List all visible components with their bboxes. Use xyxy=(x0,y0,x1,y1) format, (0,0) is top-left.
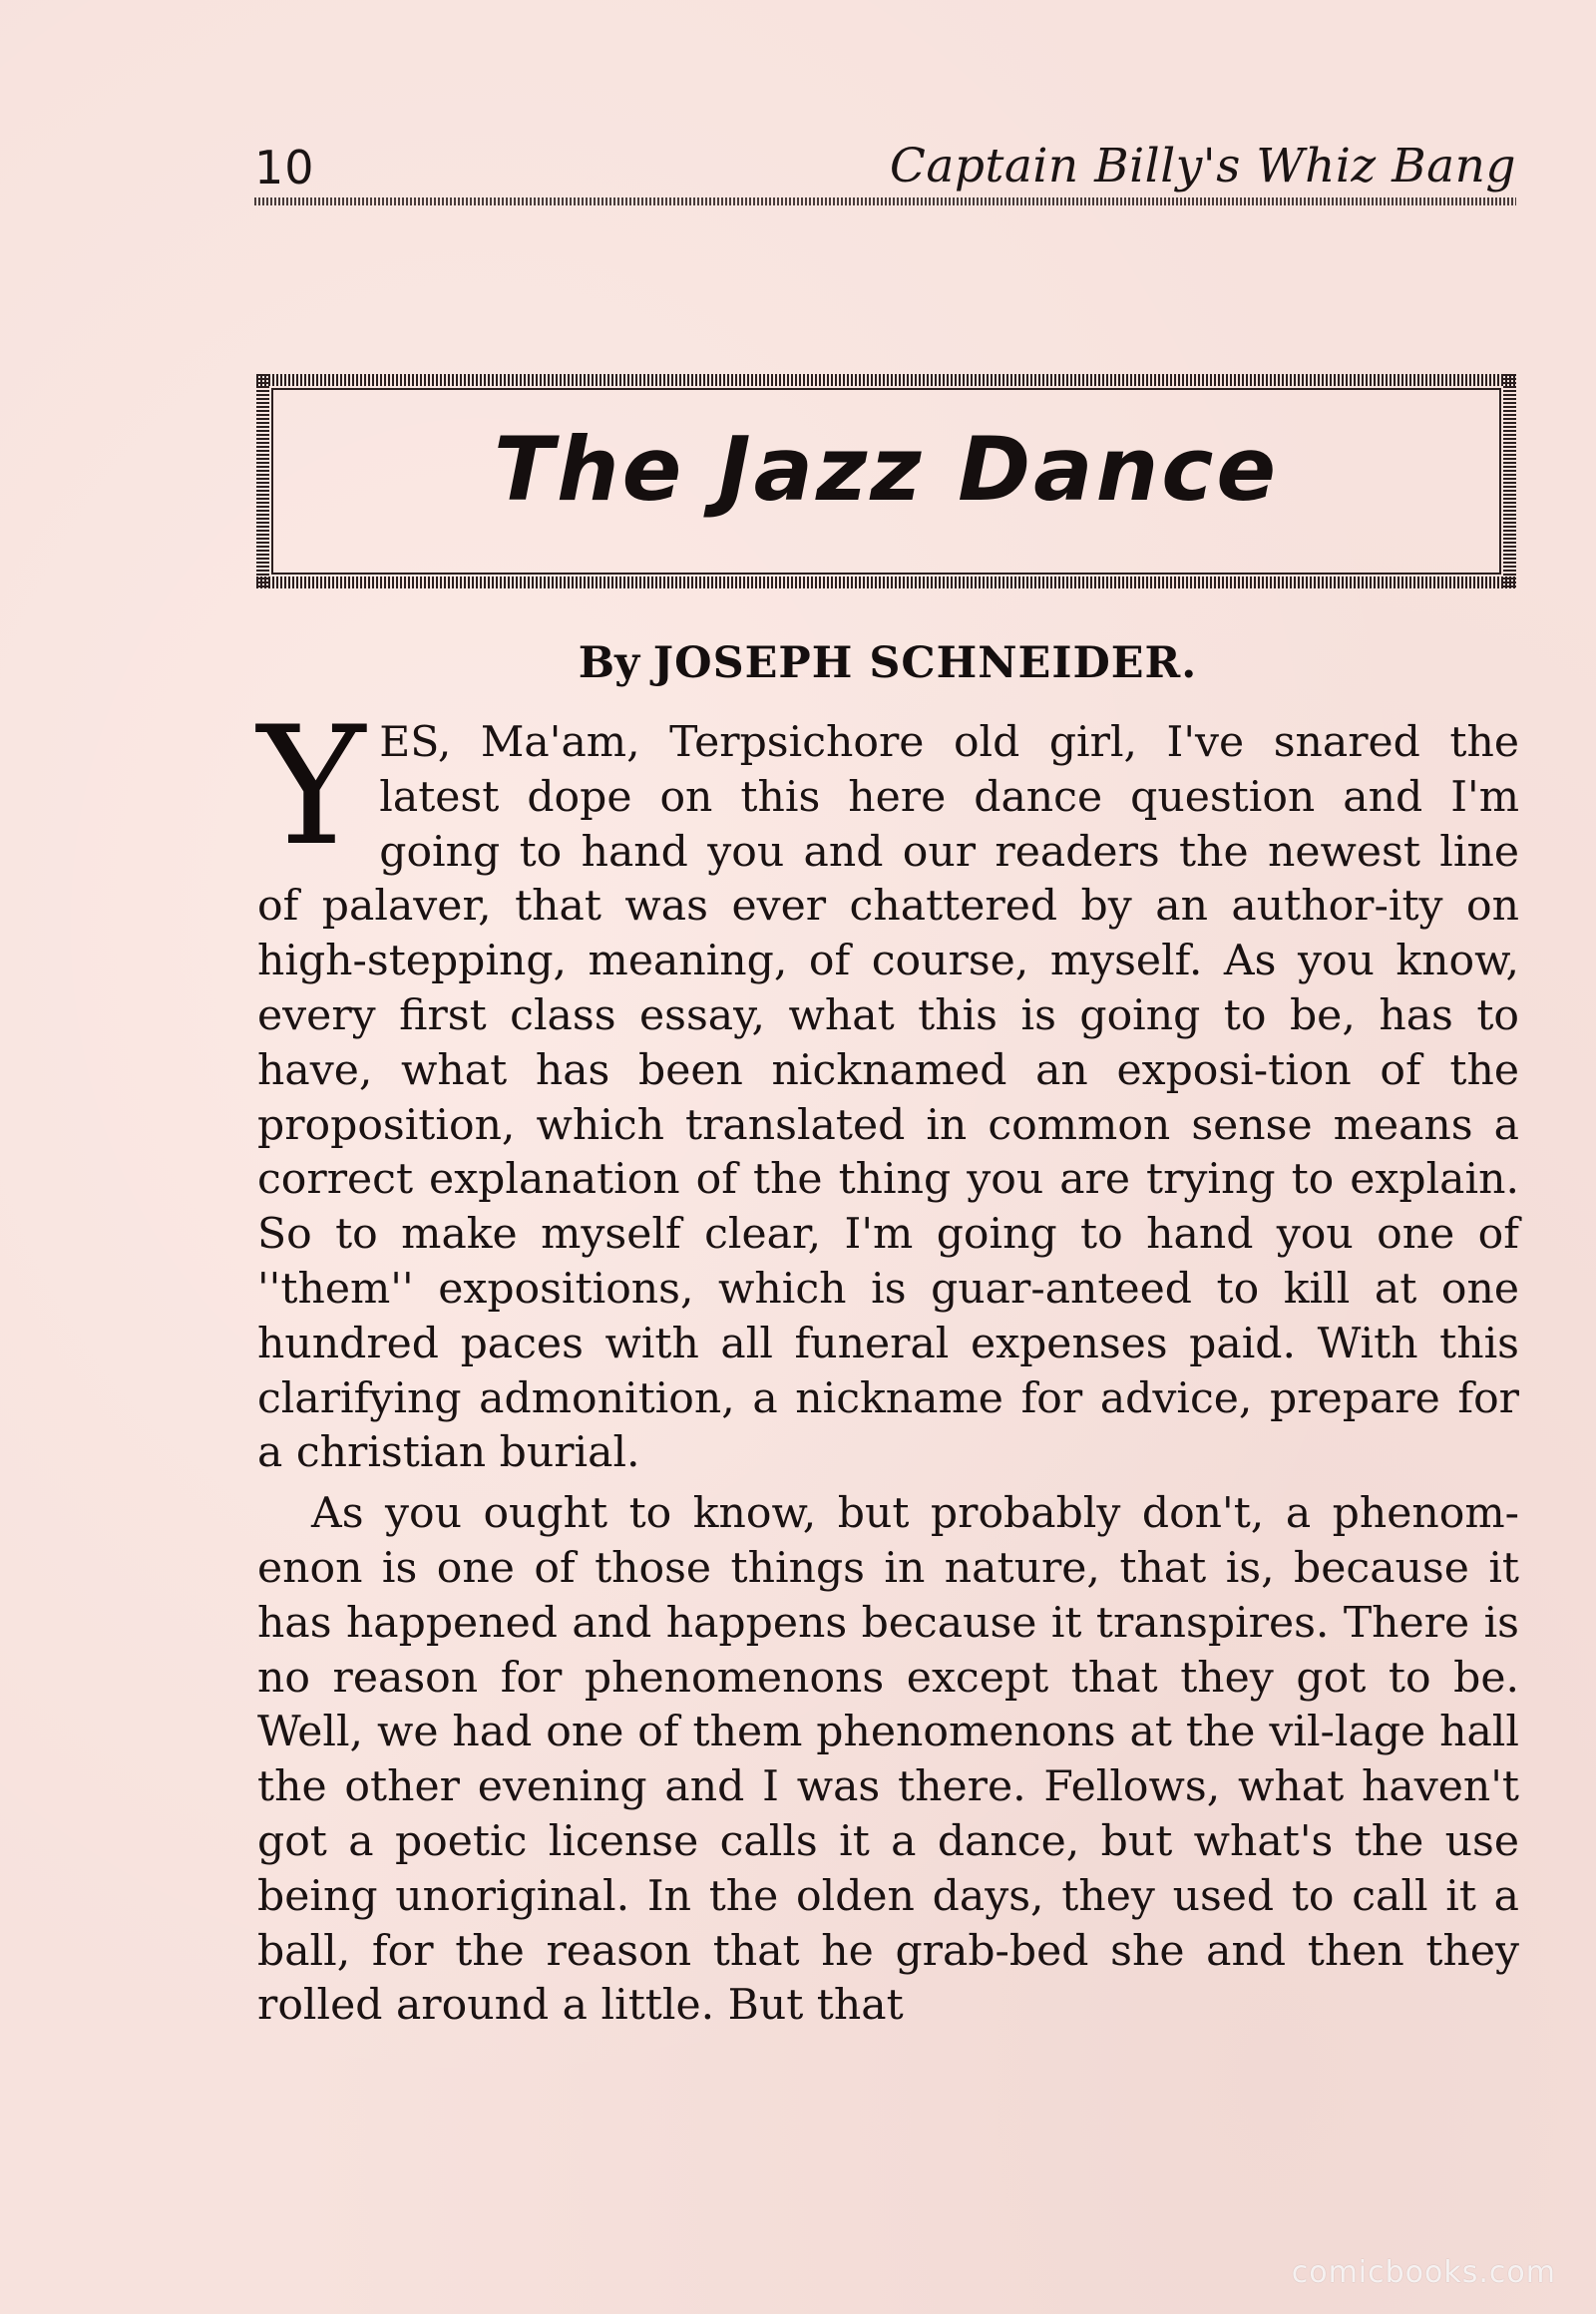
byline-prefix: By xyxy=(578,638,640,688)
drop-cap: Y xyxy=(257,691,366,882)
title-box xyxy=(256,374,1516,588)
watermark: comicbooks.com xyxy=(1291,2255,1556,2290)
author-name: JOSEPH SCHNEIDER. xyxy=(652,638,1198,688)
title-box-border-top xyxy=(256,374,1516,386)
publication-title: Captain Billy's Whiz Bang xyxy=(889,139,1516,193)
byline xyxy=(0,638,1596,688)
running-header xyxy=(254,135,1516,202)
paragraph-1-text: ES, Ma'am, Terpsichore old girl, I've snared the latest dope on this here dance question and I'm going to hand you and our readers the newest line of palaver, that was ever chattered by an author-ity on high-stepping, meaning, of course, myself. As you know, every first class essay, what this is going to be, has to have, what has been nicknamed an exposi-tion of the proposition, which translated in common sense means a correct explanation of the thing you are trying to explain. So to make myself clear, I'm going to hand you one of ''them'' expositions, which is guar-anteed to kill at one hundred paces with all funeral expenses paid. With this clarifying admonition, a nickname for advice, prepare for a christian burial. xyxy=(257,718,1519,1478)
paragraph-2: As you ought to know, but probably don't, a phenom-enon is one of those things in nature, that is, because it has happened and happens because it transpires. There is no reason for phenomenons except that they got to be. Well, we had one of them phenomenons at the vil-lage hall the other evening and I was there. Fellows, what haven't got a poetic license calls it a dance, but what's the use being unoriginal. In the olden days, they used to call it a ball, for the reason that he grab-bed she and then they rolled around a little. But that xyxy=(257,1489,1519,2031)
title-box-border-bottom xyxy=(256,577,1516,588)
article-title: The Jazz Dance xyxy=(493,418,1280,521)
article-body xyxy=(257,691,1519,2034)
header-rule xyxy=(254,197,1516,205)
page-number: 10 xyxy=(254,141,315,194)
paragraph-1 xyxy=(257,691,1519,1481)
